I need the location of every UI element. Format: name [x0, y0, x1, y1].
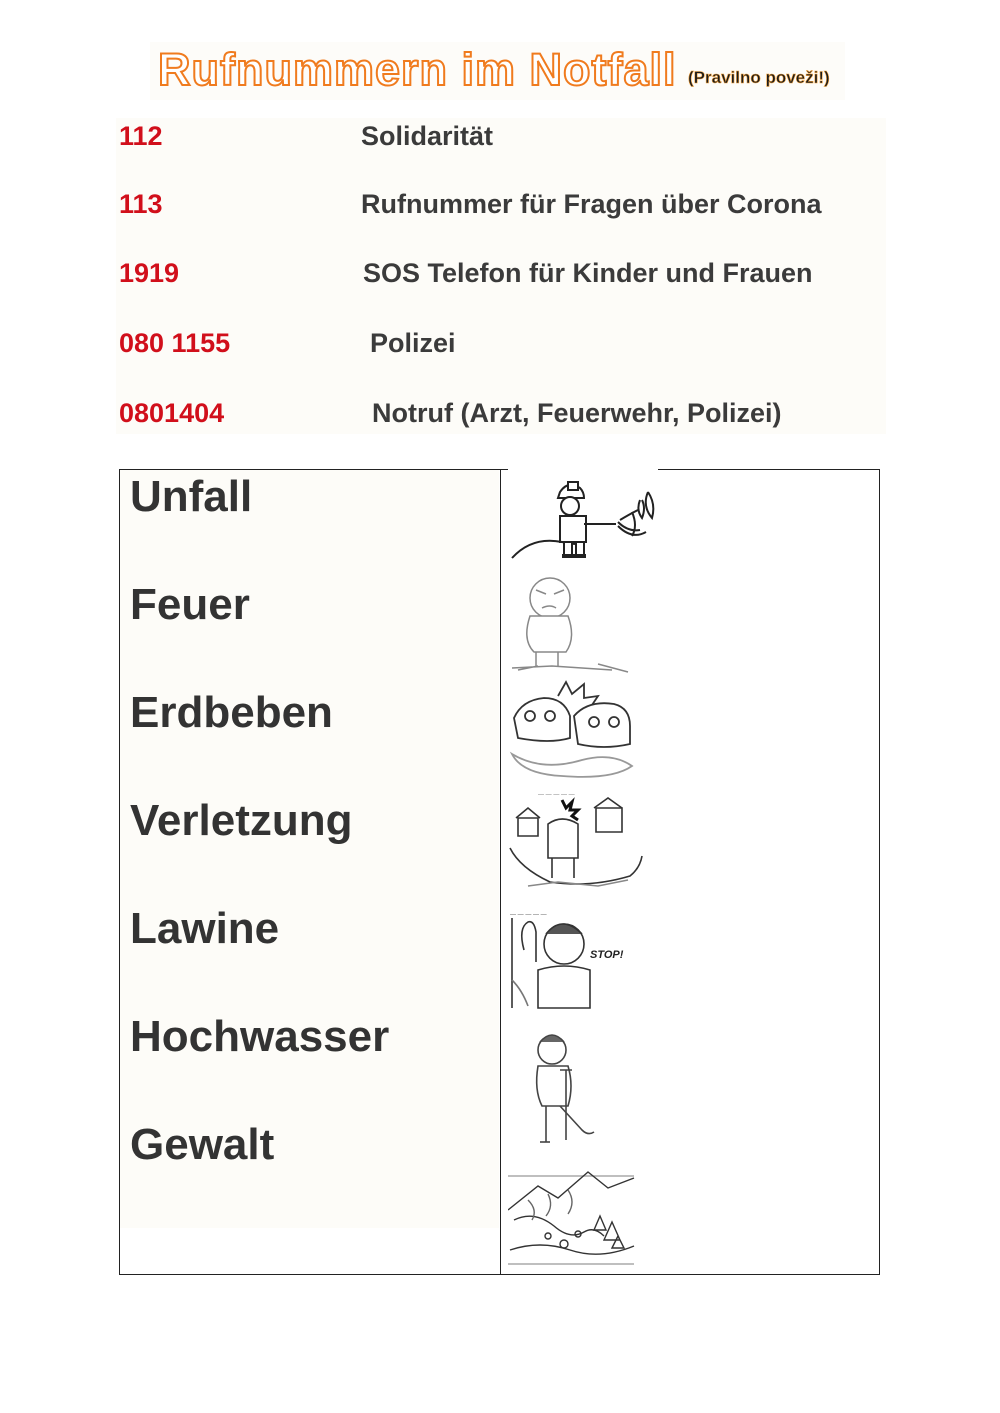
phone-number: 0801404 — [119, 398, 225, 428]
word-item[interactable]: Feuer — [130, 580, 250, 629]
phone-number: 1919 — [119, 258, 180, 288]
word-item[interactable]: Erdbeben — [130, 688, 333, 737]
emergency-numbers-list — [116, 118, 886, 434]
number-label: Solidarität — [361, 121, 494, 151]
number-row — [116, 189, 886, 225]
page-subtitle: (Pravilno poveži!) — [688, 68, 830, 87]
firefighter-icon[interactable] — [508, 472, 658, 564]
number-label: SOS Telefon für Kinder und Frauen — [363, 258, 813, 288]
number-label: Notruf (Arzt, Feuerwehr, Polizei) — [372, 398, 782, 428]
number-row — [116, 328, 886, 364]
word-item[interactable]: Unfall — [130, 472, 253, 521]
injured-boy-crutch-icon[interactable] — [508, 1030, 618, 1150]
phone-number: 113 — [119, 189, 163, 219]
earthquake-caption: — — — — — — [538, 792, 575, 798]
stop-child-icon[interactable] — [508, 910, 628, 1010]
number-row — [116, 121, 886, 157]
angry-child-icon[interactable] — [508, 570, 638, 674]
phone-number: 112 — [119, 121, 163, 151]
column-divider — [500, 469, 501, 1275]
avalanche-icon[interactable] — [508, 1170, 638, 1270]
stop-text: STOP! — [590, 949, 624, 961]
word-item[interactable]: Lawine — [130, 904, 280, 953]
word-item[interactable]: Verletzung — [130, 796, 353, 845]
word-item[interactable]: Hochwasser — [130, 1012, 390, 1061]
earthquake-icon[interactable] — [508, 788, 643, 892]
word-item[interactable]: Gewalt — [130, 1120, 275, 1169]
number-row — [116, 258, 886, 294]
stop-caption: — — — — — — [510, 912, 547, 918]
matching-table — [119, 469, 880, 1275]
number-label: Rufnummer für Fragen über Corona — [361, 189, 822, 219]
phone-number: 080 1155 — [119, 328, 231, 358]
page-title: Rufnummern im Notfall — [158, 44, 677, 95]
car-crash-icon[interactable] — [508, 676, 638, 780]
title-banner — [150, 42, 845, 100]
number-label: Polizei — [370, 328, 456, 358]
number-row — [116, 398, 886, 434]
